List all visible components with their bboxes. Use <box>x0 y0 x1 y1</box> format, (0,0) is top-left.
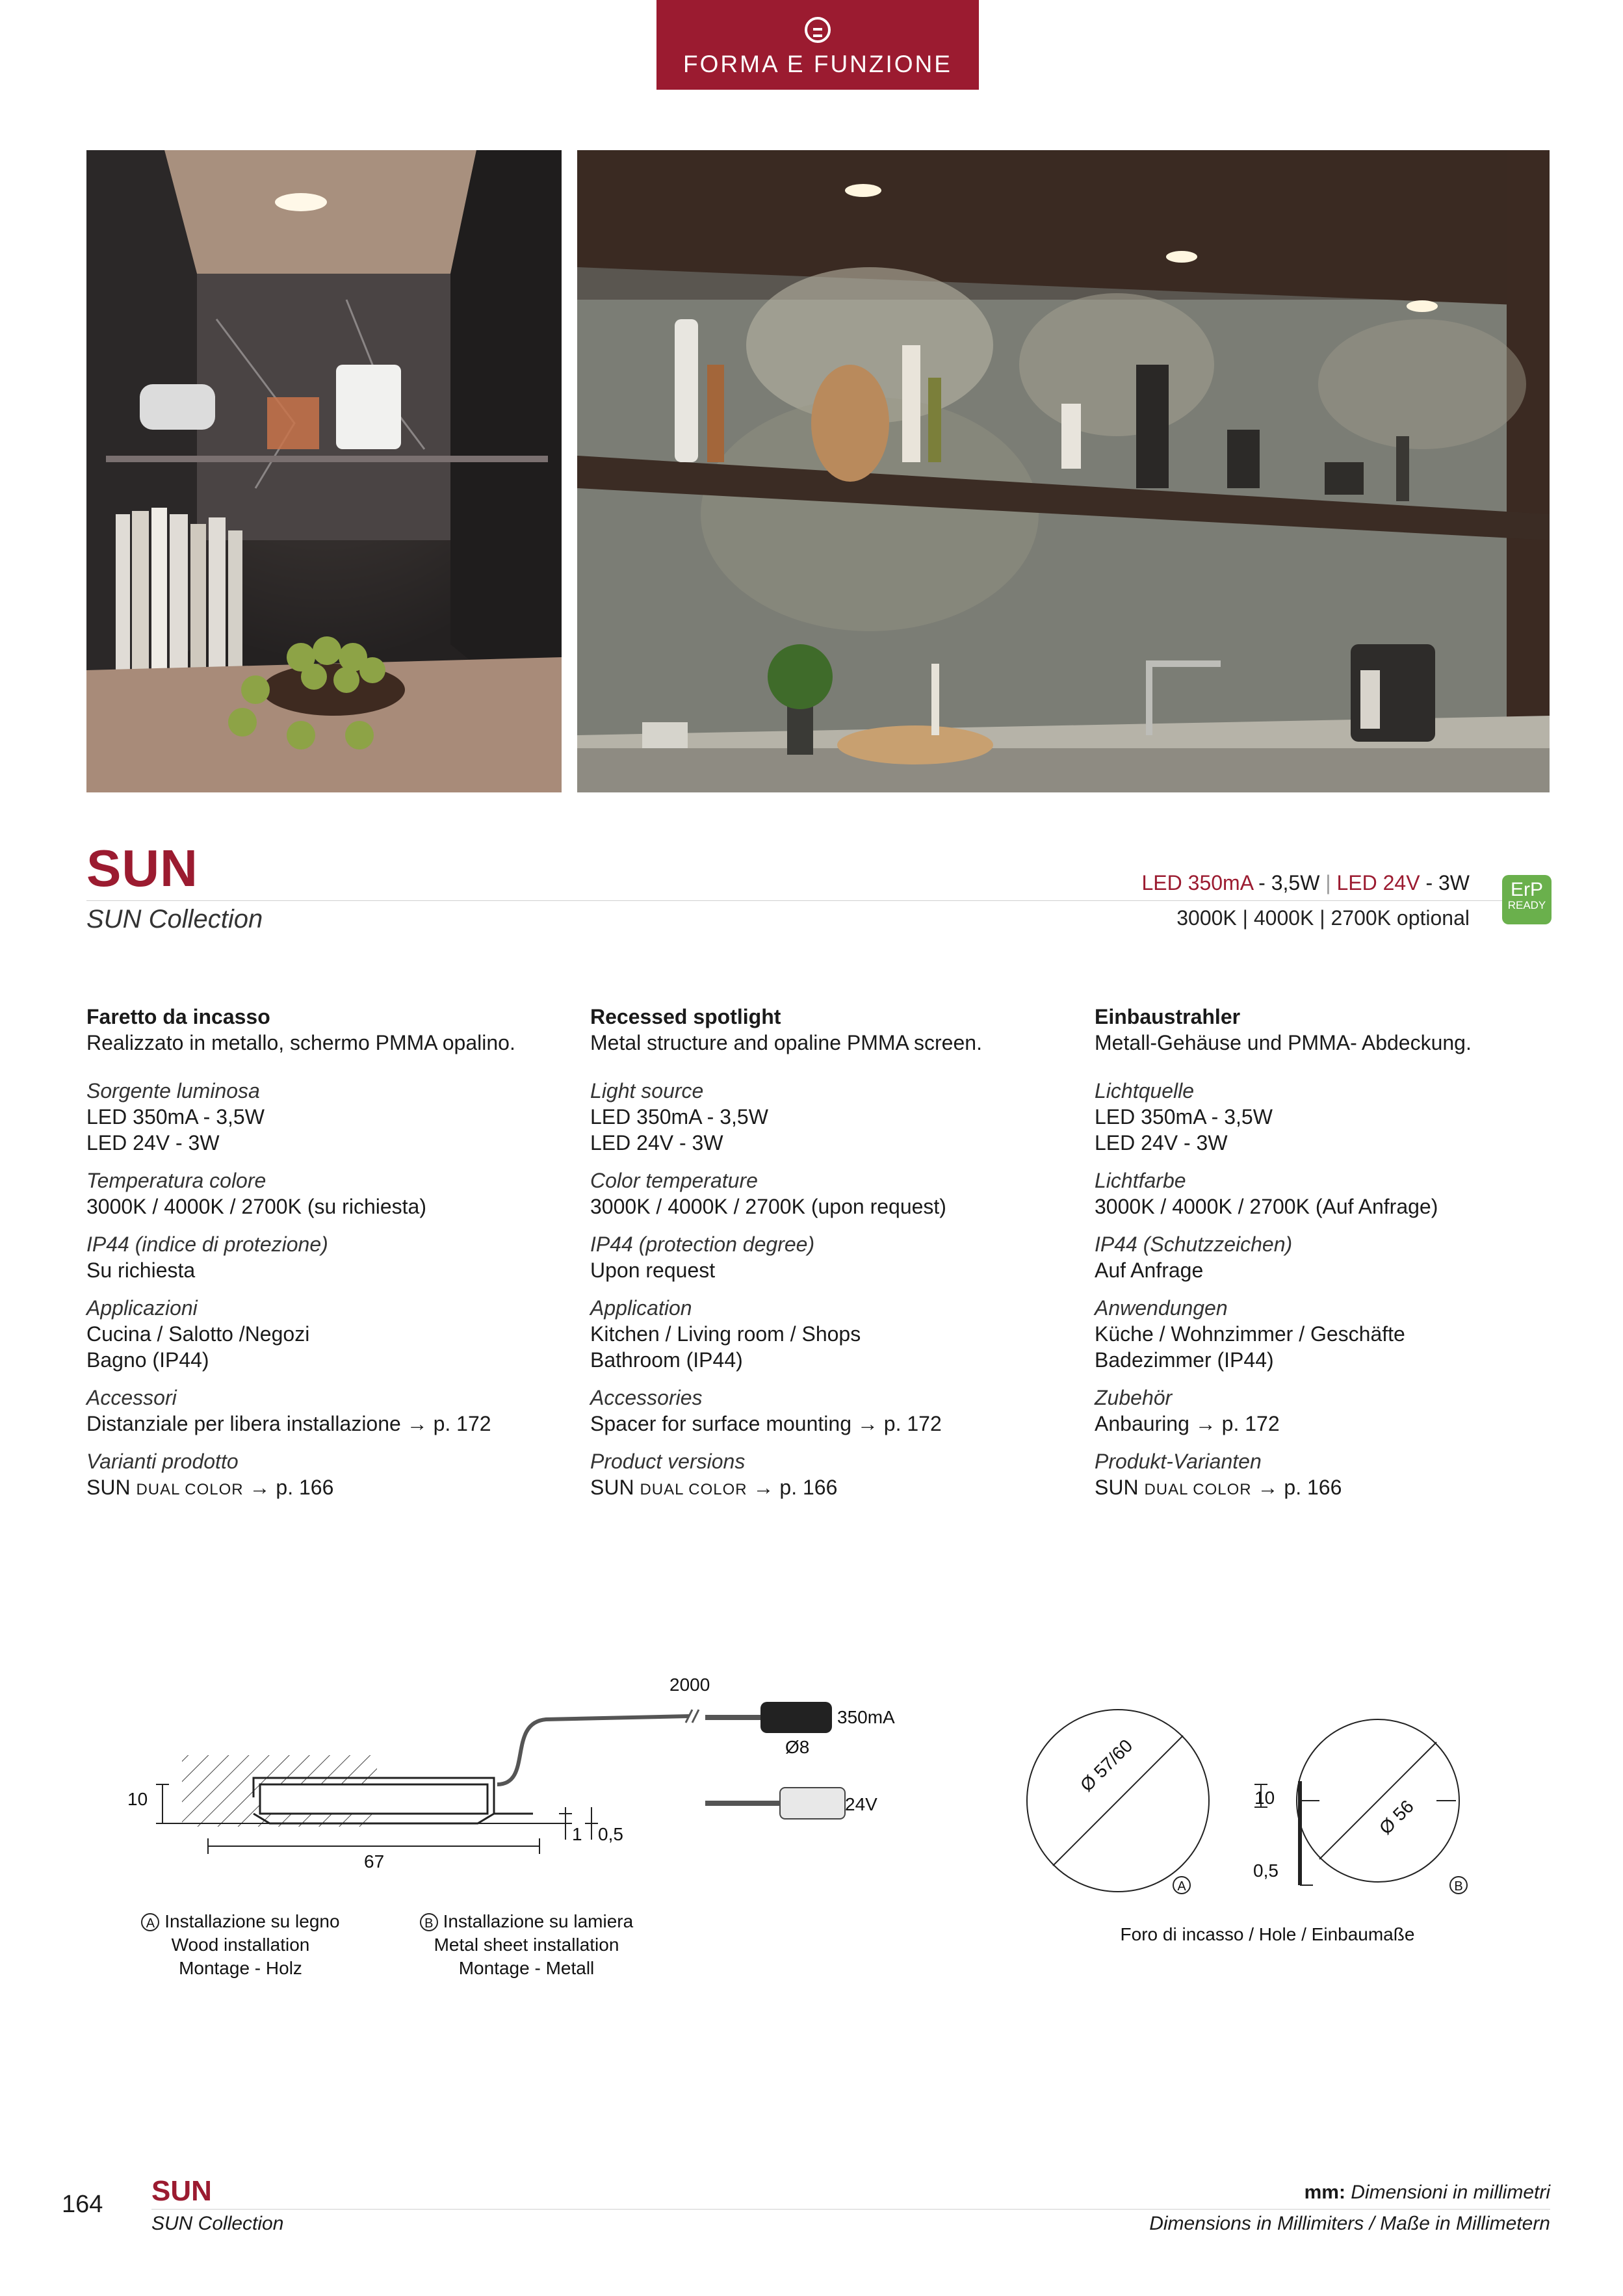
col-label: Color temperature <box>590 1169 758 1192</box>
caption-line: Metal sheet installation <box>434 1935 619 1955</box>
col-value: 3000K / 4000K / 2700K (Auf Anfrage) <box>1095 1195 1438 1218</box>
spec-column-de <box>1095 1004 1576 1503</box>
col-value: Spacer for surface mounting → p. 172 <box>590 1412 942 1435</box>
footer-divider <box>151 2209 1550 2210</box>
col-value: LED 350mA - 3,5W <box>86 1105 265 1128</box>
units-note <box>1305 2182 1550 2204</box>
power-350-value: - 3,5W <box>1253 871 1320 894</box>
dim-1: 1 <box>572 1824 582 1844</box>
power-24v-value: - 3W <box>1420 871 1470 894</box>
mark-a-icon: A <box>1173 1876 1191 1894</box>
power-350-label: LED 350mA <box>1141 871 1253 894</box>
col-value: 3000K / 4000K / 2700K (su richiesta) <box>86 1195 426 1218</box>
photo-kitchen <box>577 150 1550 792</box>
erp-label: ErP <box>1510 879 1543 900</box>
col-label: Product versions <box>590 1450 746 1473</box>
variant-name: SUN <box>590 1476 634 1499</box>
variant-name: SUN <box>1095 1476 1139 1499</box>
caption-line: Montage - Metall <box>458 1958 595 1978</box>
col-desc: Metal structure and opaline PMMA screen. <box>590 1031 982 1054</box>
col-label: Produkt-Varianten <box>1095 1450 1262 1473</box>
col-value: Upon request <box>590 1259 716 1282</box>
col-value: LED 350mA - 3,5W <box>590 1105 768 1128</box>
col-label: Zubehör <box>1095 1386 1173 1409</box>
col-value <box>1095 1474 1576 1503</box>
col-value: Bathroom (IP44) <box>590 1348 743 1372</box>
col-value: Anbauring → p. 172 <box>1095 1412 1280 1435</box>
variant-type: DUAL COLOR <box>1144 1481 1252 1498</box>
caption-wood-install <box>130 1910 351 1980</box>
caption-line: Installazione su legno <box>164 1911 340 1931</box>
col-value <box>590 1474 1071 1503</box>
page-number: 164 <box>62 2191 103 2218</box>
brand-logo-icon <box>805 17 831 43</box>
product-subtitle: SUN Collection <box>86 905 263 933</box>
erp-ready-label: READY <box>1507 899 1546 911</box>
col-desc: Metall-Gehäuse und PMMA- Abdeckung. <box>1095 1031 1472 1054</box>
col-label: Applicazioni <box>86 1296 198 1320</box>
connector-350ma-label: 350mA <box>837 1707 895 1727</box>
col-value: Kitchen / Living room / Shops <box>590 1322 861 1346</box>
col-label: Accessories <box>590 1386 703 1409</box>
col-label: Varianti prodotto <box>86 1450 239 1473</box>
power-24v-label: LED 24V <box>1336 871 1420 894</box>
connector-dia-label: Ø8 <box>785 1737 810 1757</box>
col-label: Lichtfarbe <box>1095 1169 1186 1192</box>
col-value: LED 24V - 3W <box>1095 1131 1228 1155</box>
brand-name: FORMA E FUNZIONE <box>683 51 952 77</box>
variant-page: → p. 166 <box>243 1476 334 1499</box>
col-label: Application <box>590 1296 692 1320</box>
dim-height-10: 10 <box>127 1789 148 1809</box>
caption-line: Installazione su lamiera <box>443 1911 634 1931</box>
hole-b-height: 10 <box>1254 1788 1275 1808</box>
caption-metal-install <box>409 1910 643 1980</box>
col-value: LED 350mA - 3,5W <box>1095 1105 1273 1128</box>
dim-width-67: 67 <box>364 1851 385 1872</box>
col-label: Lichtquelle <box>1095 1079 1194 1102</box>
col-value: LED 24V - 3W <box>86 1131 220 1155</box>
cct-spec: 3000K | 4000K | 2700K optional <box>1176 906 1470 930</box>
mark-b-icon: B <box>420 1913 438 1931</box>
power-separator: | <box>1319 871 1337 894</box>
hole-a-diameter: Ø 57/60 <box>1076 1735 1137 1795</box>
dim-05: 0,5 <box>598 1824 623 1844</box>
caption-line: Montage - Holz <box>179 1958 302 1978</box>
hole-caption: Foro di incasso / Hole / Einbaumaße <box>1120 1924 1415 1944</box>
col-label: IP44 (Schutzzeichen) <box>1095 1233 1293 1256</box>
col-label: Temperatura colore <box>86 1169 266 1192</box>
footer-title: SUN <box>151 2175 212 2207</box>
col-heading: Recessed spotlight <box>590 1005 781 1028</box>
variant-name: SUN <box>86 1476 131 1499</box>
units-note-en-de: Dimensions in Millimiters / Maße in Millimetern <box>1149 2213 1550 2234</box>
variant-page: → p. 166 <box>747 1476 838 1499</box>
product-title: SUN <box>86 839 198 897</box>
col-value <box>86 1474 567 1503</box>
variant-type: DUAL COLOR <box>640 1481 747 1498</box>
hole-b-diameter: Ø 56 <box>1375 1796 1418 1838</box>
col-heading: Einbaustrahler <box>1095 1005 1241 1028</box>
col-label: Accessori <box>86 1386 177 1409</box>
col-value: 3000K / 4000K / 2700K (upon request) <box>590 1195 946 1218</box>
erp-ready-badge <box>1502 875 1552 924</box>
col-value: Bagno (IP44) <box>86 1348 209 1372</box>
units-label: mm: <box>1304 2182 1345 2203</box>
mark-a-icon: A <box>141 1913 159 1931</box>
power-spec <box>1142 871 1470 895</box>
dim-cable-length: 2000 <box>669 1675 710 1695</box>
spec-column-it <box>86 1004 567 1503</box>
photo-niche <box>86 150 562 792</box>
units-italian: Dimensioni in millimetri <box>1345 2182 1550 2203</box>
variant-type: DUAL COLOR <box>136 1481 244 1498</box>
col-label: IP44 (indice di protezione) <box>86 1233 328 1256</box>
col-value: Distanziale per libera installazione → p. 172 <box>86 1412 491 1435</box>
footer-subtitle: SUN Collection <box>151 2213 284 2234</box>
col-label: Sorgente luminosa <box>86 1079 260 1102</box>
col-label: Anwendungen <box>1095 1296 1228 1320</box>
col-label: Light source <box>590 1079 704 1102</box>
hole-b-thickness: 0,5 <box>1253 1860 1279 1881</box>
col-desc: Realizzato in metallo, schermo PMMA opalino. <box>86 1031 515 1054</box>
title-divider <box>86 900 1550 901</box>
brand-banner <box>656 0 979 90</box>
col-value: Cucina / Salotto /Negozi <box>86 1322 310 1346</box>
col-label: IP44 (protection degree) <box>590 1233 815 1256</box>
spec-column-en <box>590 1004 1071 1503</box>
mark-b-icon: B <box>1449 1876 1468 1894</box>
variant-page: → p. 166 <box>1251 1476 1342 1499</box>
col-heading: Faretto da incasso <box>86 1005 270 1028</box>
col-value: LED 24V - 3W <box>590 1131 723 1155</box>
col-value: Küche / Wohnzimmer / Geschäfte <box>1095 1322 1405 1346</box>
caption-line: Wood installation <box>171 1935 310 1955</box>
connector-24v-label: 24V <box>845 1794 877 1814</box>
col-value: Auf Anfrage <box>1095 1259 1204 1282</box>
section-drawing <box>117 1664 962 1885</box>
col-value: Su richiesta <box>86 1259 196 1282</box>
col-value: Badezimmer (IP44) <box>1095 1348 1274 1372</box>
